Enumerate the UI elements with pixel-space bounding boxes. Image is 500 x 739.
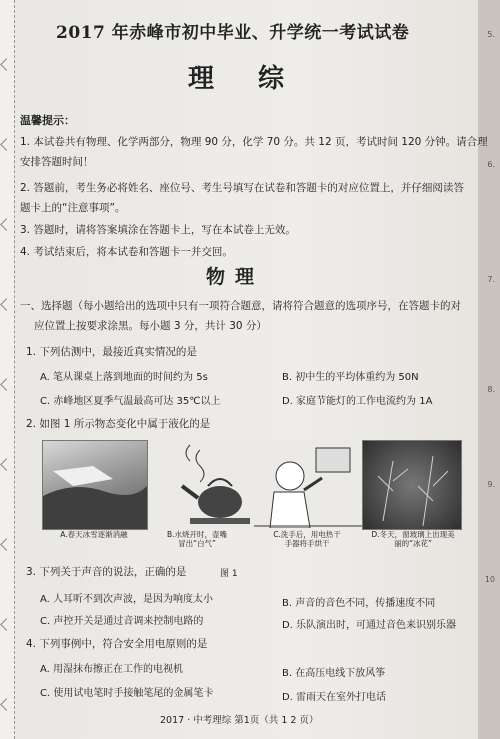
part-instructions: 一、选择题（每小题给出的选项中只有一项符合题意，请将符合题意的选项序号，在答题卡的对 <box>20 300 461 312</box>
figure-d-ice-flowers <box>362 440 462 530</box>
margin-number: 6. <box>487 160 495 169</box>
notice-item: 1. 本试卷共有物理、化学两部分，物理 90 分，化学 70 分。共 12 页，考试时间 120 分钟。请合理 <box>20 136 488 148</box>
option-d: D. 乐队演出时，可通过音色来识别乐器 <box>282 620 457 631</box>
page-footer: 2017 · 中考理综 第1页（共 1 2 页） <box>160 715 319 726</box>
next-page-strip <box>478 0 500 739</box>
margin-number: 5. <box>487 30 495 39</box>
margin-number: 7. <box>487 275 495 284</box>
exam-subject: 理综 <box>188 64 329 94</box>
option-a: A. 用湿抹布擦正在工作的电视机 <box>40 664 184 675</box>
option-d: D. 雷雨天在室外打电话 <box>282 692 387 703</box>
notice-item: 2. 答题前，考生务必将姓名、座位号、考生号填写在试卷和答题卡的对应位置上，并仔细阅读答 <box>20 182 464 194</box>
caption-b: B.水烧开时，壶嘴冒出“白气” <box>166 530 228 548</box>
notice-heading: 温馨提示： <box>20 114 75 127</box>
figure-label: 图 1 <box>220 569 238 579</box>
caption-a: A.春天冰雪逐渐消融 <box>60 530 128 539</box>
question-stem: 3. 下列关于声音的说法，正确的是 <box>26 566 187 578</box>
part-instructions: 应位置上按要求涂黑。每小题 3 分，共计 30 分） <box>34 320 267 332</box>
figure-b-kettle <box>160 440 256 528</box>
option-c: C. 使用试电笔时手接触笔尾的金属笔卡 <box>40 688 214 699</box>
question-stem: 2. 如图 1 所示物态变化中属于液化的是 <box>26 418 211 430</box>
notice-item: 安排答题时间！ <box>20 156 94 168</box>
notice-item: 4. 考试结束后，将本试卷和答题卡一并交回。 <box>20 246 233 258</box>
binding-edge <box>0 0 15 739</box>
option-a: A. 笔从课桌上落到地面的时间约为 5s <box>40 372 208 383</box>
exam-title: 2017 年赤峰市初中毕业、升学统一考试试卷 <box>56 23 410 43</box>
margin-number: 10 <box>484 575 495 584</box>
question-stem: 4. 下列事例中，符合安全用电原则的是 <box>26 638 208 650</box>
option-a: A. 人耳听不到次声波，是因为响度太小 <box>40 594 214 605</box>
option-c: C. 赤峰地区夏季气温最高可达 35℃以上 <box>40 396 221 407</box>
option-b: B. 初中生的平均体重约为 50N <box>282 372 419 383</box>
notice-item: 题卡上的“注意事项”。 <box>20 202 126 214</box>
option-c: C. 声控开关是通过音调来控制电路的 <box>40 616 204 627</box>
figure-a-ice-melting <box>42 440 148 530</box>
question-stem: 1. 下列估测中，最接近真实情况的是 <box>26 346 197 358</box>
notice-item: 3. 答题时，请将答案填涂在答题卡上，写在本试卷上无效。 <box>20 224 296 236</box>
section-title: 物理 <box>206 266 265 288</box>
option-b: B. 在高压电线下放风筝 <box>282 668 386 679</box>
figure-c-hand-dryer <box>254 440 364 528</box>
margin-number: 9. <box>487 480 495 489</box>
margin-number: 8. <box>487 385 495 394</box>
caption-c: C.洗手后，用电热干手器将手烘干 <box>273 530 341 548</box>
option-d: D. 家庭节能灯的工作电流约为 1A <box>282 396 433 407</box>
caption-d: D.冬天，窗玻璃上出现美丽的“冰花” <box>371 530 455 548</box>
option-b: B. 声音的音色不同，传播速度不同 <box>282 598 436 609</box>
